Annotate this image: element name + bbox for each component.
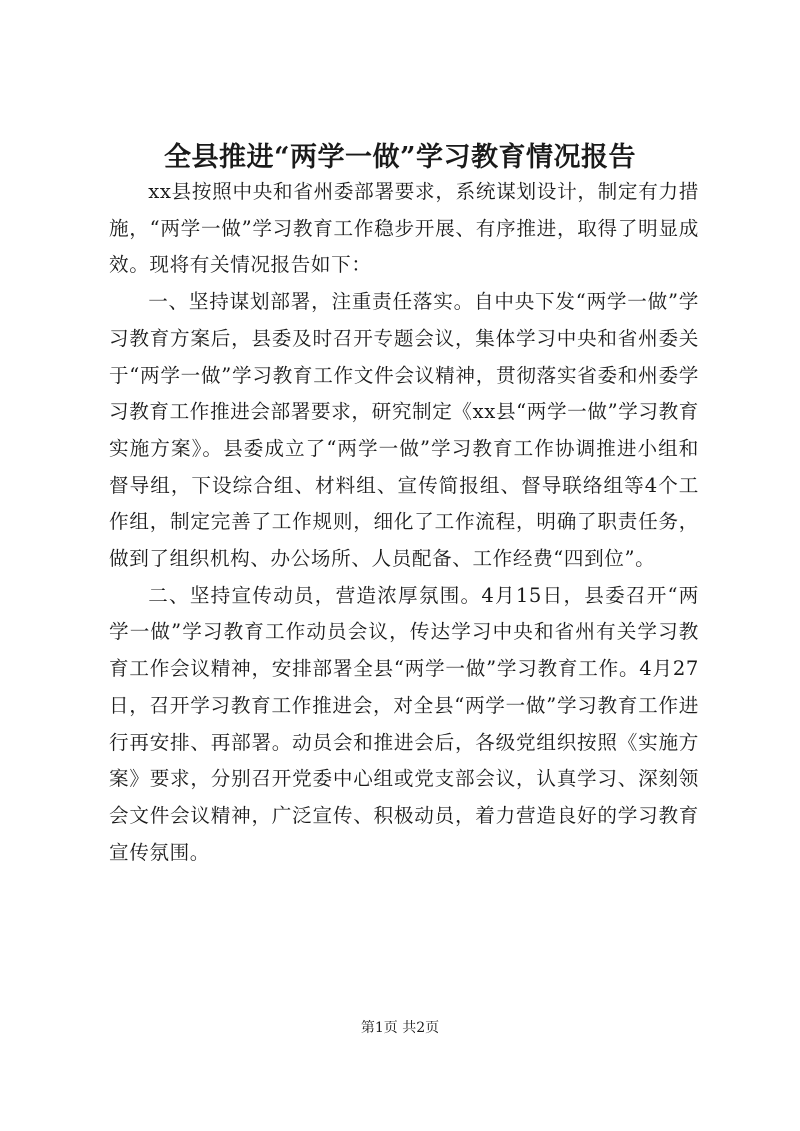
section-one-paragraph: 一、坚持谋划部署，注重责任落实。自中央下发“两学一做”学习教育方案后，县委及时召开专题会议，集体学习中央和省州委关于“两学一做”学习教育工作文件会议精神，贯彻落实省委和州委学习教育工作推进会部署要求，研究制定《xx县“两学一做”学习教育实施方案》。县委成立了“两学一做”学习教育工作协调推进小组和督导组，下设综合组、材料组、宣传简报组、督导联络组等4个工作组，制定完善了工作规则，细化了工作流程，明确了职责任务，做到了组织机构、办公场所、人员配备、工作经费“四到位”。 bbox=[109, 290, 699, 571]
document-title: 全县推进“两学一做”学习教育情况报告 bbox=[163, 142, 637, 173]
page-footer: 第1页 共2页 bbox=[360, 1020, 440, 1036]
section-two-paragraph: 二、坚持宣传动员，营造浓厚氛围。4月15日，县委召开“两学一做”学习教育工作动员会议，传达学习中央和省州有关学习教育工作会议精神，安排部署全县“两学一做”学习教育工作。4月27日，召开学习教育工作推进会，对全县“两学一做”学习教育工作进行再安排、再部署。动员会和推进会后，各级党组织按照《实施方案》要求，分别召开党委中心组或党支部会议，认真学习、深刻领会文件会议精神，广泛宣传、积极动员，着力营造良好的学习教育宣传氛围。 bbox=[109, 583, 699, 864]
document-body bbox=[109, 174, 699, 871]
intro-paragraph: xx县按照中央和省州委部署要求，系统谋划设计，制定有力措施，“两学一做”学习教育工作稳步开展、有序推进，取得了明显成效。现将有关情况报告如下： bbox=[109, 180, 699, 277]
